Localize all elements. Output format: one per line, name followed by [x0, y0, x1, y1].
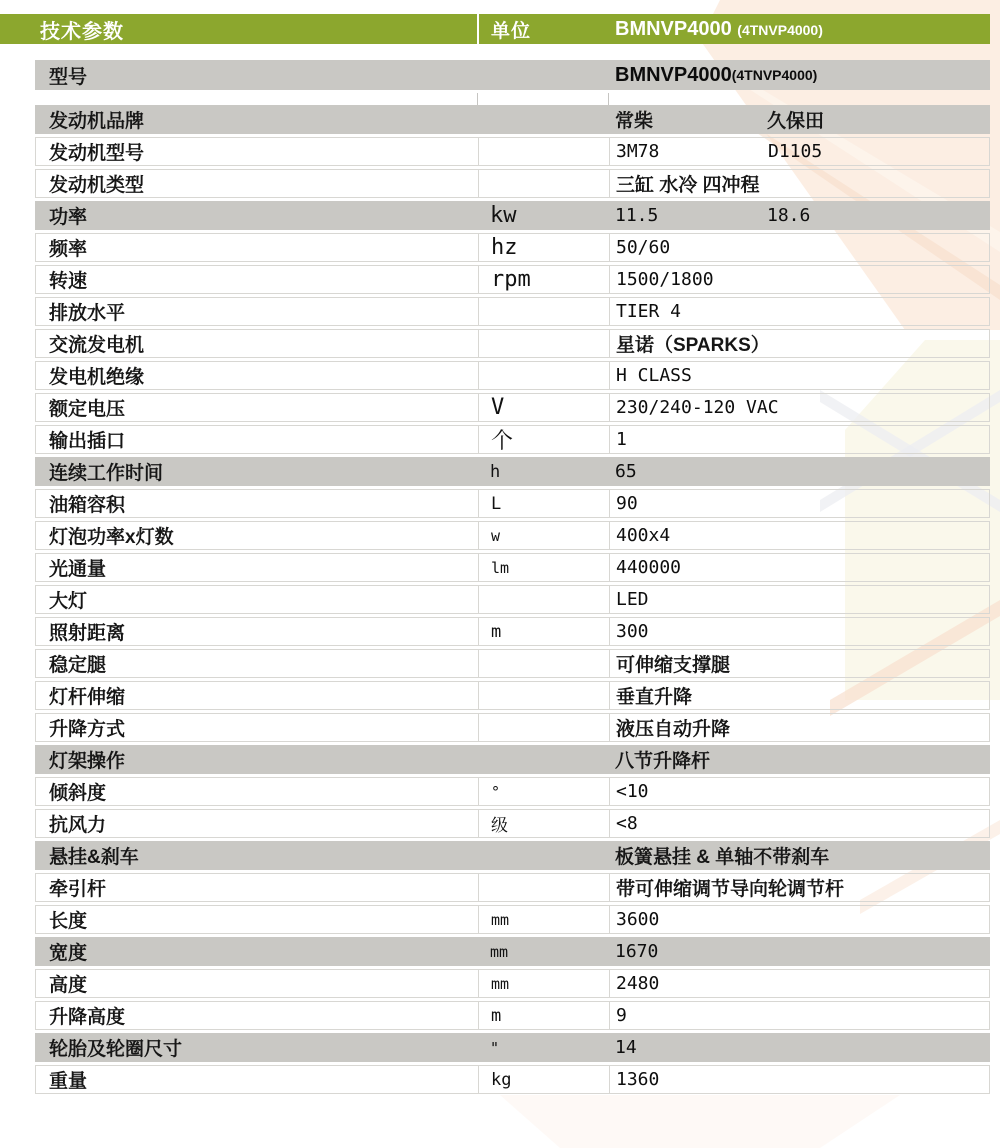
row-label: 输出插口 [49, 431, 126, 452]
header-model-main: BMNVP4000 [615, 17, 732, 40]
spec-rows [35, 105, 990, 1094]
table-row [35, 521, 990, 550]
table-row [35, 809, 990, 838]
row-label: 排放水平 [49, 303, 126, 324]
table-row [35, 1001, 990, 1030]
row-label: 交流发电机 [49, 335, 145, 356]
row-unit: h [490, 461, 501, 482]
value-text: 300 [616, 621, 649, 642]
value-text: 常柴 [615, 111, 654, 132]
value-text: 1 [616, 429, 627, 450]
row-value [609, 170, 989, 197]
value-text: 3M78 [616, 141, 660, 162]
row-label: 发动机型号 [49, 143, 145, 164]
model-value-main: BMNVP4000 [615, 63, 732, 86]
value-text: 50/60 [616, 237, 671, 258]
row-label: 稳定腿 [49, 655, 107, 676]
value-text: <10 [616, 781, 649, 802]
value-text: 三缸 水冷 四冲程 [616, 175, 760, 196]
table-row [35, 233, 990, 262]
row-unit: ° [478, 778, 609, 805]
row-unit: mm [478, 906, 609, 933]
row-value [609, 234, 989, 261]
value-text: H CLASS [616, 365, 692, 386]
row-value [609, 650, 989, 677]
row-unit: w [478, 522, 609, 549]
row-value [609, 61, 989, 89]
header-model-name [610, 18, 990, 41]
value-text: 1500/1800 [616, 269, 714, 290]
table-row [35, 713, 990, 742]
row-value [609, 906, 989, 933]
value-text: 1670 [615, 941, 659, 962]
row-unit [478, 61, 609, 89]
header-title: 技术参数 [40, 20, 124, 43]
row-value [609, 106, 989, 133]
row-value [609, 394, 989, 421]
table-row [35, 617, 990, 646]
row-value [609, 266, 989, 293]
row-unit: lm [478, 554, 609, 581]
row-label: 转速 [49, 271, 88, 292]
row-unit [478, 138, 609, 165]
row-label: 发动机品牌 [49, 111, 145, 132]
table-row [35, 393, 990, 422]
row-unit [478, 714, 609, 741]
row-unit: L [478, 490, 609, 517]
value-text: 11.5 [615, 205, 659, 226]
row-value [609, 618, 989, 645]
row-label: 牵引杆 [49, 879, 107, 900]
row-value [609, 778, 989, 805]
row-label: 灯杆伸缩 [49, 687, 126, 708]
table-row [35, 585, 990, 614]
row-unit [478, 842, 609, 869]
model-row [35, 60, 990, 90]
row-unit [478, 874, 609, 901]
value-text: 星诺（SPARKS） [616, 335, 770, 356]
header-model-variant: (4TNVP4000) [737, 21, 823, 38]
row-value [609, 298, 989, 325]
header-unit-label: 单位 [491, 20, 532, 42]
row-separator [35, 93, 990, 105]
table-row [35, 169, 990, 198]
row-value [609, 330, 989, 357]
row-unit: 级 [478, 810, 609, 837]
table-row [35, 425, 990, 454]
row-label: 灯架操作 [49, 751, 126, 772]
row-unit [478, 682, 609, 709]
value-text: 液压自动升降 [616, 719, 731, 740]
row-value [609, 1066, 989, 1093]
table-row [35, 745, 990, 774]
table-row [35, 777, 990, 806]
table-row [35, 873, 990, 902]
model-value-variant: (4TNVP4000) [731, 67, 818, 83]
row-unit: " [490, 1038, 500, 1057]
row-value [609, 810, 989, 837]
table-row [35, 297, 990, 326]
row-label: 发动机类型 [49, 175, 145, 196]
value-text: D1105 [768, 141, 823, 162]
row-label: 长度 [49, 911, 88, 932]
table-row [35, 841, 990, 870]
row-label: 宽度 [49, 943, 88, 964]
value-text: TIER 4 [616, 301, 682, 322]
row-value [609, 842, 989, 869]
row-label: 轮胎及轮圈尺寸 [49, 1039, 183, 1060]
value-text: 90 [616, 493, 638, 514]
row-unit: mm [490, 942, 509, 961]
row-label: 额定电压 [49, 399, 126, 420]
row-value [609, 938, 989, 965]
row-value [609, 682, 989, 709]
row-value [609, 714, 989, 741]
row-label: 功率 [49, 207, 88, 228]
row-value [609, 138, 989, 165]
row-unit [478, 170, 609, 197]
value-text: 久保田 [767, 111, 825, 132]
value-text: 9 [616, 1005, 627, 1026]
row-value [609, 522, 989, 549]
table-row [35, 905, 990, 934]
value-text: 八节升降杆 [615, 751, 711, 772]
row-label: 连续工作时间 [49, 463, 164, 484]
table-row [35, 649, 990, 678]
row-label: 高度 [49, 975, 88, 996]
value-text: 垂直升降 [616, 687, 693, 708]
row-unit: m [478, 1002, 609, 1029]
row-unit: 个 [478, 426, 609, 453]
value-text: 1360 [616, 1069, 660, 1090]
table-row [35, 201, 990, 230]
row-value [609, 426, 989, 453]
row-value [609, 586, 989, 613]
row-label: 倾斜度 [49, 783, 107, 804]
row-label: 频率 [49, 239, 88, 260]
table-row [35, 489, 990, 518]
spec-table [35, 60, 990, 1094]
value-text: <8 [616, 813, 638, 834]
row-label: 照射距离 [49, 623, 126, 644]
row-value [609, 490, 989, 517]
row-value [609, 458, 989, 485]
row-unit [478, 106, 609, 133]
row-unit [478, 586, 609, 613]
row-unit [478, 650, 609, 677]
row-label: 升降高度 [49, 1007, 126, 1028]
value-text: 440000 [616, 557, 682, 578]
value-text: 可伸缩支撑腿 [616, 655, 731, 676]
row-unit: rpm [478, 266, 609, 293]
value-text: 14 [615, 1037, 637, 1058]
row-label: 重量 [49, 1071, 88, 1092]
row-label: 抗风力 [49, 815, 107, 836]
value-text: 2480 [616, 973, 660, 994]
value-text: 带可伸缩调节导向轮调节杆 [616, 879, 845, 900]
row-unit: hz [478, 234, 609, 261]
row-unit: mm [478, 970, 609, 997]
row-unit: V [478, 394, 609, 421]
row-value [609, 874, 989, 901]
value-text: 3600 [616, 909, 660, 930]
value-text: 65 [615, 461, 637, 482]
value-text: 板簧悬挂 & 单轴不带刹车 [615, 847, 830, 868]
table-header [0, 14, 990, 44]
row-unit [478, 298, 609, 325]
row-label: 悬挂&刹车 [49, 847, 139, 868]
row-label: 升降方式 [49, 719, 126, 740]
table-row [35, 457, 990, 486]
row-label: 发电机绝缘 [49, 367, 145, 388]
row-unit: kg [478, 1066, 609, 1093]
table-row [35, 265, 990, 294]
row-value [609, 202, 989, 229]
row-unit [478, 330, 609, 357]
row-unit: kw [490, 203, 517, 228]
row-label: 型号 [49, 66, 88, 88]
value-text: 400x4 [616, 525, 671, 546]
table-row [35, 361, 990, 390]
row-unit [478, 746, 609, 773]
row-label: 灯泡功率x灯数 [49, 527, 174, 548]
table-row [35, 937, 990, 966]
table-row [35, 105, 990, 134]
row-label: 大灯 [49, 591, 88, 612]
table-row [35, 1033, 990, 1062]
row-unit [478, 362, 609, 389]
value-text: LED [616, 589, 649, 610]
row-value [609, 1034, 989, 1061]
table-row [35, 681, 990, 710]
row-label: 光通量 [49, 559, 107, 580]
value-text: 18.6 [767, 205, 811, 226]
row-value [609, 362, 989, 389]
row-value [609, 554, 989, 581]
row-unit: m [478, 618, 609, 645]
table-row [35, 137, 990, 166]
table-row [35, 969, 990, 998]
row-value [609, 746, 989, 773]
row-value [609, 970, 989, 997]
row-value [609, 1002, 989, 1029]
row-label: 油箱容积 [49, 495, 126, 516]
table-row [35, 329, 990, 358]
table-row [35, 1065, 990, 1094]
value-text: 230/240-120 VAC [616, 397, 779, 418]
table-row [35, 553, 990, 582]
